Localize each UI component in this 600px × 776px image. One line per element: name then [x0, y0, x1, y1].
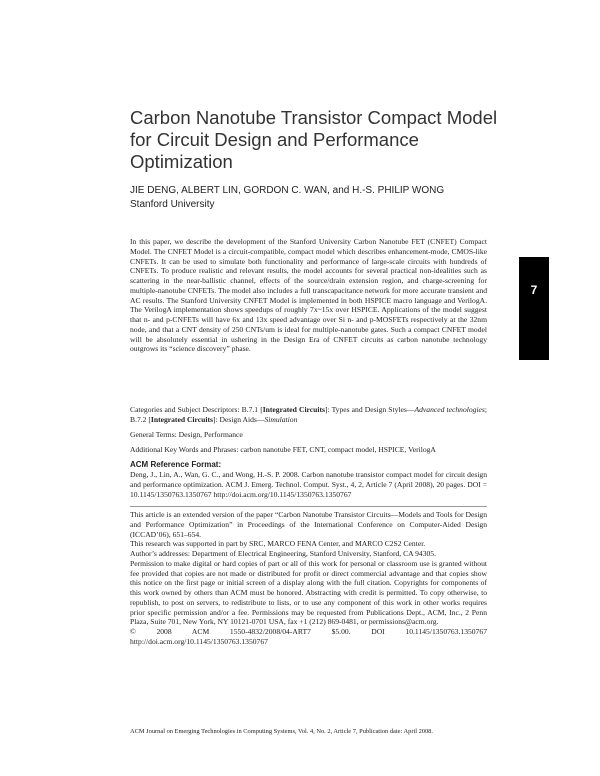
chapter-number: 7 — [530, 283, 538, 297]
author-list: JIE DENG, ALBERT LIN, GORDON C. WAN, and H.-S. PHILIP WONG — [130, 185, 445, 196]
footnote-address: Author’s addresses: Department of Electrical Engineering, Stanford University, Stanford, CA 94305. — [130, 549, 436, 558]
categories-advanced: Advanced technologies — [414, 405, 485, 414]
categories — [130, 405, 487, 425]
categories-mid2: ; B.7.2 [ — [130, 405, 488, 424]
general-terms: General Terms: Design, Performance — [130, 430, 243, 439]
footnote-rule — [130, 506, 487, 507]
categories-simulation: Simulation — [264, 414, 298, 424]
categories-ic1: Integrated Circuits — [262, 405, 325, 414]
footnote-extended: This article is an extended version of the paper “Carbon Nanotube Transistor Circuits—Models and Tools for Design and Performance Optimization” in Proceedings of the International Conference on Computer-Aided Design (ICCAD’06), 651–654. — [130, 510, 487, 539]
categories-prefix: Categories and Subject Descriptors: B.7.1 [ — [130, 405, 263, 414]
abstract: In this paper, we describe the development of the Stanford University Carbon Nanotube FET (CNFET) Compact Model. The CNFET Model is a circuit-compatible, compact model which describes enhancement-mode, CMOS-like CNFETs. It can be used to simulate both functionality and performance of large-scale circuits with hundreds of CNFETs. To produce realistic and relevant results, the model accounts for several practical non-idealities such as scattering in the near-ballistic channel, effects of the source/drain extension region, and charge-screening for multiple-nanotube CNFETs. The model also includes a full transcapacitance network for more accurate transient and AC results. The Stanford University CNFET Model is implemented in both HSPICE macro language and VerilogA. The VerilogA implementation shows speedups of roughly 7x~15x over HSPICE. Applications of the model suggest that n- and p-CNFETs will have 6x and 13x speed advantage over Si n- and p-MOSFETs respectively at the 32nm node, and that a CNT density of 250 CNTs/um is ideal for multiple-nanotube gates. Such a compact CNFET model will be absolutely essential in ushering in the Design Era of CNFET circuits as carbon nanotube technology outgrows its “science discovery” phase. — [130, 237, 487, 354]
reference-heading: ACM Reference Format: — [130, 460, 222, 469]
journal-footer: ACM Journal on Emerging Technologies in Computing Systems, Vol. 4, No. 2, Article 7, Publication date: April 2008. — [130, 728, 433, 735]
footnote-copyright: © 2008 ACM 1550-4832/2008/04-ART7 $5.00. DOI 10.1145/1350763.1350767 http://doi.acm.org/10.1145/1350763.1350767 — [130, 627, 487, 646]
categories-mid1: ]: Types and Design Styles— — [324, 405, 415, 414]
categories-ic2: Integrated Circuits — [150, 414, 213, 424]
chapter-tab — [519, 257, 549, 360]
categories-mid3: ]: Design Aids— — [212, 414, 265, 424]
affiliation: Stanford University — [130, 199, 215, 210]
footnote-support: This research was supported in part by SRC, MARCO FENA Center, and MARCO C2S2 Center. — [130, 539, 426, 549]
footnote-permission: Permission to make digital or hard copies of part or all of this work for personal or classroom use is granted without fee provided that copies are not made or distributed for profit or direct commercial advantage and that copies show this notice on the first page or initial screen of a display along with the full citation. Copyrights for components of this work owned by others than ACM must be honored. Abstracting with credit is permitted. To copy otherwise, to republish, to post on servers, to redistribute to lists, or to use any component of this work in other works requires prior specific permission and/or a fee. Permissions may be requested from Publications Dept., ACM, Inc., 2 Penn Plaza, Suite 701, New York, NY 10121-0701 USA, fax +1 (212) 869-0481, or permissions@acm.org. — [130, 558, 487, 627]
footnotes — [130, 510, 487, 647]
paper-title: Carbon Nanotube Transistor Compact Model for Circuit Design and Performance Optimization — [130, 107, 498, 172]
reference-text: Deng, J., Lin, A., Wan, G. C., and Wong, H.-S. P. 2008. Carbon nanotube transistor compact model for circuit design and performance optimization. ACM J. Emerg. Technol. Comput. Syst., 4, 2, Article 7 (April 2008), 20 pages. DOI = 10.1145/1350763.1350767 http://doi.acm.org/10.1145/1350763.1350767 — [130, 470, 487, 499]
keywords: Additional Key Words and Phrases: carbon nanotube FET, CNT, compact model, HSPICE, VerilogA — [130, 445, 436, 454]
